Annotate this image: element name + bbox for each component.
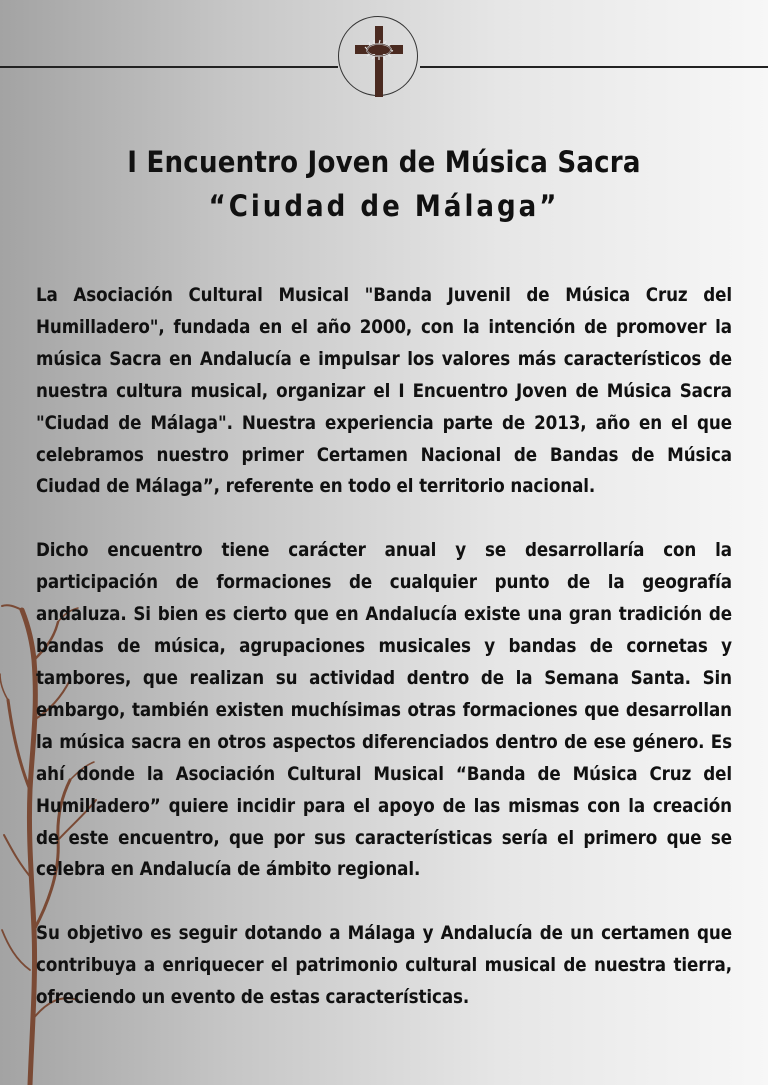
cross-with-crown-of-thorns-icon (339, 17, 419, 97)
page-title (0, 140, 768, 228)
title-line-2: “Ciudad de Málaga” (208, 189, 560, 223)
paragraph-1: La Asociación Cultural Musical "Banda Juvenil de Música Cruz del Humilladero", fundada en el año 2000, con la intención de promover la música Sacra en Andalucía e impulsar los valores más característicos de nuestra cultura musical, organizar el I Encuentro Joven de Música Sacra "Ciudad de Málaga". Nuestra experiencia parte de 2013, año en el que celebramos nuestro primer Certamen Nacional de Bandas de Música Ciudad de Málaga”, referente en todo el territorio nacional. (36, 285, 732, 498)
paragraph-2: Dicho encuentro tiene carácter anual y se desarrollaría con la participación de formaciones de cualquier punto de la geografía andaluza. Si bien es cierto que en Andalucía existe una gran tradición de bandas de música, agrupaciones musicales y bandas de cornetas y tambores, que realizan su actividad dentro de la Semana Santa. Sin embargo, también existen muchísimas otras formaciones que desarrollan la música sacra en otros aspectos diferenciados dentro de ese género. Es ahí donde la Asociación Cultural Musical “Banda de Música Cruz del Humilladero” quiere incidir para el apoyo de las mismas con la creación de este encuentro, que por sus características sería el primero que se celebra en Andalucía de ámbito regional. (36, 540, 732, 881)
paragraph-3: Su objetivo es seguir dotando a Málaga y Andalucía de un certamen que contribuya a enriquecer el patrimonio cultural musical de nuestra tierra, ofreciendo un evento de estas características. (36, 923, 732, 1009)
header-rule-right (420, 66, 768, 68)
header-rule-left (0, 66, 338, 68)
emblem (338, 16, 418, 96)
title-line-1: I Encuentro Joven de Música Sacra (127, 145, 641, 179)
body-text (36, 280, 732, 1046)
